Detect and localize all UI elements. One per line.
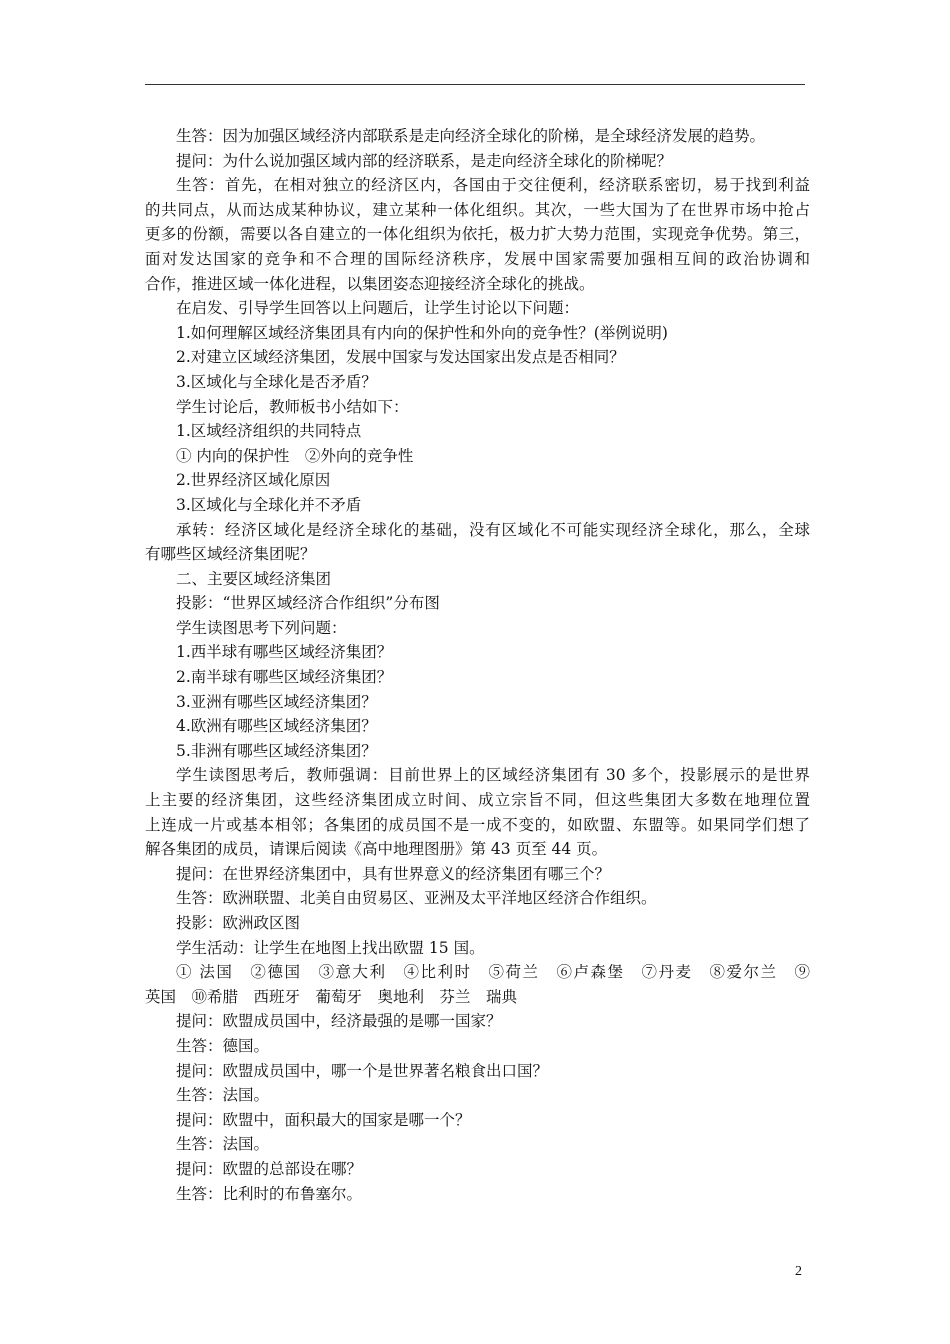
text-line: 生答：比利时的布鲁塞尔。 <box>176 1184 363 1203</box>
text-line: 上主要的经济集团，这些经济集团成立时间、成立宗旨不同，但这些集团大多数在地理位置 <box>145 791 810 810</box>
text-line: 3.区域化与全球化并不矛盾 <box>176 495 362 514</box>
text-line: 学生讨论后，教师板书小结如下： <box>176 397 409 416</box>
text-line: 投影：“世界区域经济合作组织”分布图 <box>176 594 440 613</box>
text-line: 学生读图思考下列问题： <box>176 618 347 637</box>
text-line: 解各集团的成员，请课后阅读《高中地理图册》第 43 页至 44 页。 <box>145 840 608 859</box>
text-line: 3.区域化与全球化是否矛盾？ <box>176 372 377 391</box>
text-line: 学生活动：让学生在地图上找出欧盟 15 国。 <box>176 938 485 957</box>
text-line: 上连成一片或基本相邻；各集团的成员国不是一成不变的，如欧盟、东盟等。如果同学们想了 <box>145 815 810 834</box>
text-line: 生答：法国。 <box>176 1135 270 1154</box>
text-line: 提问：欧盟成员国中，哪一个是世界著名粮食出口国？ <box>176 1061 549 1080</box>
text-line: 合作，推进区域一体化进程，以集团姿态迎接经济全球化的挑战。 <box>145 274 595 293</box>
text-line: 提问：欧盟成员国中，经济最强的是哪一国家？ <box>176 1012 502 1031</box>
text-line: 投影：欧洲政区图 <box>176 914 301 932</box>
text-line: 1.西半球有哪些区域经济集团？ <box>176 643 393 662</box>
text-line: 4.欧洲有哪些区域经济集团？ <box>176 717 377 736</box>
text-line: 有哪些区域经济集团呢？ <box>145 545 316 564</box>
text-line: 1.如何理解区域经济集团具有内向的保护性和外向的竞争性？(举例说明) <box>176 323 668 342</box>
text-line: 生答：首先，在相对独立的经济区内，各国由于交往便利，经济联系密切，易于找到利益 <box>176 176 810 195</box>
text-line: 承转：经济区域化是经济全球化的基础，没有区域化不可能实现经济全球化，那么，全球 <box>176 520 810 539</box>
text-line: 2.对建立区域经济集团，发展中国家与发达国家出发点是否相同？ <box>176 348 625 367</box>
text-line: 二、主要区域经济集团 <box>176 569 332 588</box>
text-line: 面对发达国家的竞争和不合理的国际经济秩序，发展中国家需要加强相互间的政治协调和 <box>145 249 810 268</box>
text-line: 3.亚洲有哪些区域经济集团？ <box>176 692 377 711</box>
text-line: 提问：欧盟的总部设在哪？ <box>176 1159 363 1178</box>
text-line: 5.非洲有哪些区域经济集团？ <box>176 741 377 760</box>
text-line: 生答：欧洲联盟、北美自由贸易区、亚洲及太平洋地区经济合作组织。 <box>176 889 657 908</box>
text-line: 在启发、引导学生回答以上问题后，让学生讨论以下问题： <box>176 299 580 318</box>
text-line: 提问：在世界经济集团中，具有世界意义的经济集团有哪三个？ <box>176 864 611 883</box>
page-number: 2 <box>795 1264 802 1279</box>
text-line: 更多的份额，需要以各自建立的一体化组织为依托，极力扩大势力范围，实现竞争优势。第三， <box>145 225 810 244</box>
text-line: 学生读图思考后，教师强调：目前世界上的区域经济集团有 30 多个，投影展示的是世界 <box>176 766 810 785</box>
text-line: 生答：法国。 <box>176 1086 270 1105</box>
text-line: ① 法国 ②德国 ③意大利 ④比利时 ⑤荷兰 ⑥卢森堡 ⑦丹麦 ⑧爱尔兰 ⑨ <box>176 963 810 982</box>
document-body <box>145 124 810 1206</box>
text-line: 2.世界经济区域化原因 <box>176 471 331 490</box>
text-line: 1.区域经济组织的共同特点 <box>176 422 362 441</box>
header-rule <box>145 84 805 85</box>
text-line: 提问：为什么说加强区域内部的经济联系，是走向经济全球化的阶梯呢？ <box>176 151 673 170</box>
text-line: 生答：因为加强区域经济内部联系是走向经济全球化的阶梯，是全球经济发展的趋势。 <box>176 127 766 145</box>
text-line: 生答：德国。 <box>176 1036 270 1055</box>
text-line: ① 内向的保护性 ②外向的竞争性 <box>176 446 414 465</box>
text-line: 的共同点，从而达成某种协议，建立某种一体化组织。其次，一些大国为了在世界市场中抢占 <box>145 200 810 219</box>
text-line: 提问：欧盟中，面积最大的国家是哪一个？ <box>176 1110 471 1129</box>
text-line: 2.南半球有哪些区域经济集团？ <box>176 668 393 687</box>
text-line: 英国 ⑩希腊 西班牙 葡萄牙 奥地利 芬兰 瑞典 <box>145 987 518 1006</box>
